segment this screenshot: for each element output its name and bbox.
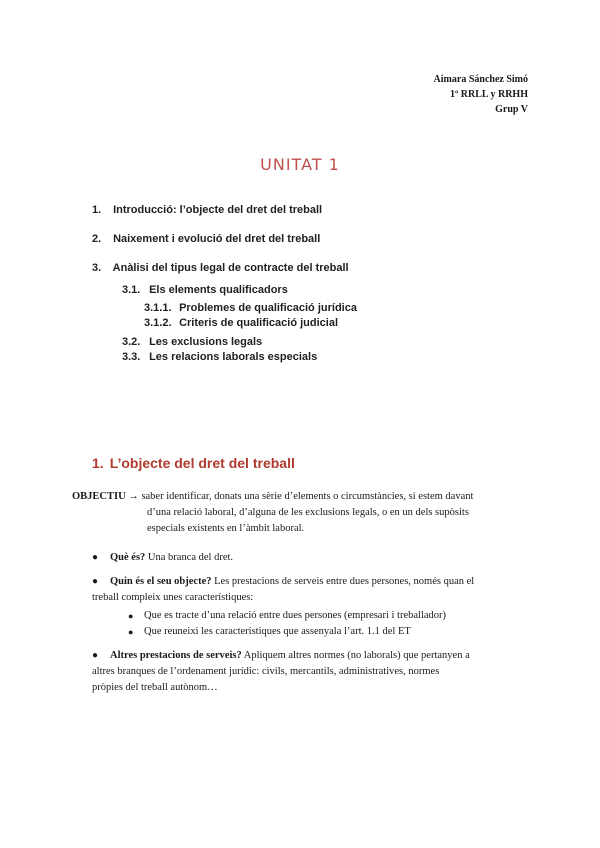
objective-paragraph: OBJECTIU → saber identificar, donats una sèrie d’elements o circumstàncies, si estem davant d’una relació laboral, d’alguna de les exclusions legals, o en un dels supòsits especials existents en l’àmbit laboral. — [72, 491, 474, 534]
toc-subitem: 3.1.2. Criteris de qualificació judicial — [144, 317, 338, 329]
list-subitem: ● Que reuneixi les característiques que assenyala l’art. 1.1 del ET — [128, 624, 528, 640]
author-header — [434, 72, 528, 117]
bullet-icon: ● — [92, 576, 99, 587]
toc-subitem: 3.2. Les exclusions legals — [122, 336, 263, 348]
list-item: ● Què és? Una branca del dret. — [92, 550, 528, 566]
unit-title: UNITAT 1 — [260, 155, 340, 174]
bullet-icon: ● — [92, 650, 99, 661]
arrow-icon: → — [128, 491, 139, 502]
objective-label: OBJECTIU — [72, 491, 126, 502]
group-name: Grup V — [495, 104, 528, 115]
list-subitem: ● Que es tracte d’una relació entre dues persones (empresari i treballador) — [128, 608, 528, 624]
toc-item: 1. Introducció: l’objecte del dret del treball — [92, 204, 323, 216]
toc-item: 2. Naixement i evolució del dret del treball — [92, 233, 321, 245]
bullet-icon: ● — [128, 611, 134, 621]
list-item: ● Altres prestacions de serveis? Apliquem altres normes (no laborals) que pertanyen a altres branques de l’ordenament jurídic: civils, mercantils, administratives, normes pròpies del treball autònom… — [92, 650, 470, 693]
toc-subitem: 3.3. Les relacions laborals especials — [122, 351, 318, 363]
toc-subitem: 3.1. Els elements qualificadors — [122, 284, 288, 296]
toc-subitem: 3.1.1. Problemes de qualificació jurídica — [144, 302, 357, 314]
bullet-icon: ● — [128, 627, 134, 637]
course-name: 1º RRLL y RRHH — [449, 89, 528, 100]
toc-item: 3. Anàlisi del tipus legal de contracte del treball — [92, 262, 349, 274]
bullet-icon: ● — [92, 552, 99, 563]
author-name: Aimara Sánchez Simó — [433, 74, 528, 85]
list-item: ● Quin és el seu objecte? Les prestacions de serveis entre dues persones, només quan el treball compleix unes característiques: — [92, 576, 475, 603]
section-heading: 1. L’objecte del dret del treball — [92, 455, 295, 471]
